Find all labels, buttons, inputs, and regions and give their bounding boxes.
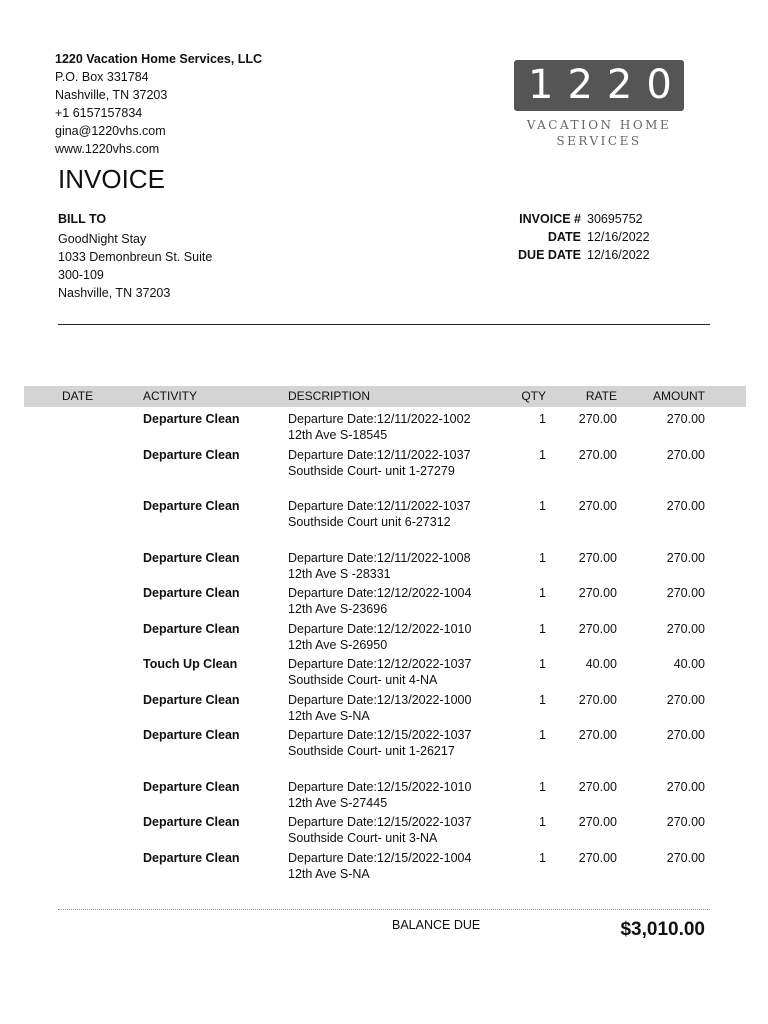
invoice-number-label: INVOICE # [519,212,581,226]
bill-to-address2: 300-109 [58,268,104,282]
row-description: Departure Date:12/11/2022-1008 12th Ave S -28331 [288,551,471,581]
logo-line2: SERVICES [556,134,642,148]
balance-due-value: $3,010.00 [620,919,705,940]
row-description: Departure Date:12/15/2022-1037 Southside Court- unit 1-26217 [288,728,472,758]
row-amount: 270.00 [666,693,705,707]
company-logo [514,60,684,149]
header-description: DESCRIPTION [288,389,371,403]
row-amount: 270.00 [666,499,705,513]
row-rate: 270.00 [578,586,617,600]
company-website: www.1220vhs.com [55,142,160,156]
row-description: Departure Date:12/12/2022-1037 Southside Court- unit 4-NA [288,657,472,687]
row-rate: 270.00 [578,448,617,462]
row-activity: Departure Clean [143,728,240,742]
header-activity: ACTIVITY [143,389,198,403]
row-description: Departure Date:12/15/2022-1037 Southside Court- unit 3-NA [288,815,472,845]
row-activity: Departure Clean [143,815,240,829]
page-title: INVOICE [58,164,165,194]
row-qty: 1 [539,851,546,865]
row-rate: 270.00 [578,412,617,426]
due-date: 12/16/2022 [587,248,650,262]
row-qty: 1 [539,448,546,462]
header-qty: QTY [521,389,546,403]
row-amount: 270.00 [666,780,705,794]
row-activity: Departure Clean [143,499,240,513]
row-activity: Departure Clean [143,551,240,565]
invoice-number-row [470,210,650,228]
row-qty: 1 [539,622,546,636]
bill-to [58,210,212,302]
row-description: Departure Date:12/12/2022-1010 12th Ave S-26950 [288,622,472,652]
row-qty: 1 [539,499,546,513]
row-rate: 270.00 [578,693,617,707]
company-city: Nashville, TN 37203 [55,88,168,102]
row-activity: Departure Clean [143,448,240,462]
row-qty: 1 [539,693,546,707]
row-amount: 40.00 [673,657,705,671]
row-description: Departure Date:12/15/2022-1004 12th Ave S-NA [288,851,472,881]
invoice-meta [470,210,650,264]
header-date: DATE [62,389,94,403]
invoice-date-label: DATE [547,230,581,244]
logo-number: 1220 [514,60,684,111]
row-amount: 270.00 [666,815,705,829]
row-rate: 270.00 [578,815,617,829]
bill-to-label: BILL TO [58,212,107,226]
row-activity: Departure Clean [143,586,240,600]
balance-divider [58,909,710,910]
row-qty: 1 [539,728,546,742]
row-description: Departure Date:12/11/2022-1002 12th Ave S-18545 [288,412,471,442]
row-amount: 270.00 [666,551,705,565]
company-name: 1220 Vacation Home Services, LLC [55,52,263,66]
company-info [55,50,262,158]
row-activity: Departure Clean [143,780,240,794]
row-qty: 1 [539,780,546,794]
header-amount: AMOUNT [653,389,705,403]
row-description: Departure Date:12/13/2022-1000 12th Ave S-NA [288,693,472,723]
due-date-label: DUE DATE [518,248,581,262]
row-activity: Departure Clean [143,851,240,865]
company-po-box: P.O. Box 331784 [55,70,149,84]
header-rate: RATE [585,389,617,403]
bill-to-name: GoodNight Stay [58,232,147,246]
row-description: Departure Date:12/12/2022-1004 12th Ave S-23696 [288,586,472,616]
row-amount: 270.00 [666,728,705,742]
row-rate: 40.00 [585,657,617,671]
bill-to-city: Nashville, TN 37203 [58,286,171,300]
logo-line1: VACATION HOME [526,118,672,132]
row-rate: 270.00 [578,622,617,636]
due-date-row [470,246,650,264]
invoice-number: 30695752 [587,212,643,226]
company-phone: +1 6157157834 [55,106,143,120]
row-rate: 270.00 [578,551,617,565]
row-qty: 1 [539,412,546,426]
row-activity: Departure Clean [143,693,240,707]
divider [58,324,710,325]
row-qty: 1 [539,551,546,565]
row-qty: 1 [539,815,546,829]
row-amount: 270.00 [666,851,705,865]
row-activity: Departure Clean [143,622,240,636]
row-qty: 1 [539,586,546,600]
row-description: Departure Date:12/11/2022-1037 Southside Court unit 6-27312 [288,499,471,529]
row-activity: Touch Up Clean [143,657,238,671]
row-amount: 270.00 [666,412,705,426]
company-email: gina@1220vhs.com [55,124,166,138]
balance-due-label: BALANCE DUE [392,918,481,932]
row-amount: 270.00 [666,448,705,462]
row-rate: 270.00 [578,851,617,865]
table-header [24,386,746,407]
row-rate: 270.00 [578,728,617,742]
row-description: Departure Date:12/15/2022-1010 12th Ave S-27445 [288,780,472,810]
row-description: Departure Date:12/11/2022-1037 Southside Court- unit 1-27279 [288,448,471,478]
row-rate: 270.00 [578,499,617,513]
row-qty: 1 [539,657,546,671]
invoice-date-row [470,228,650,246]
row-rate: 270.00 [578,780,617,794]
invoice-date: 12/16/2022 [587,230,650,244]
bill-to-address1: 1033 Demonbreun St. Suite [58,250,213,264]
row-amount: 270.00 [666,586,705,600]
row-amount: 270.00 [666,622,705,636]
row-activity: Departure Clean [143,412,240,426]
